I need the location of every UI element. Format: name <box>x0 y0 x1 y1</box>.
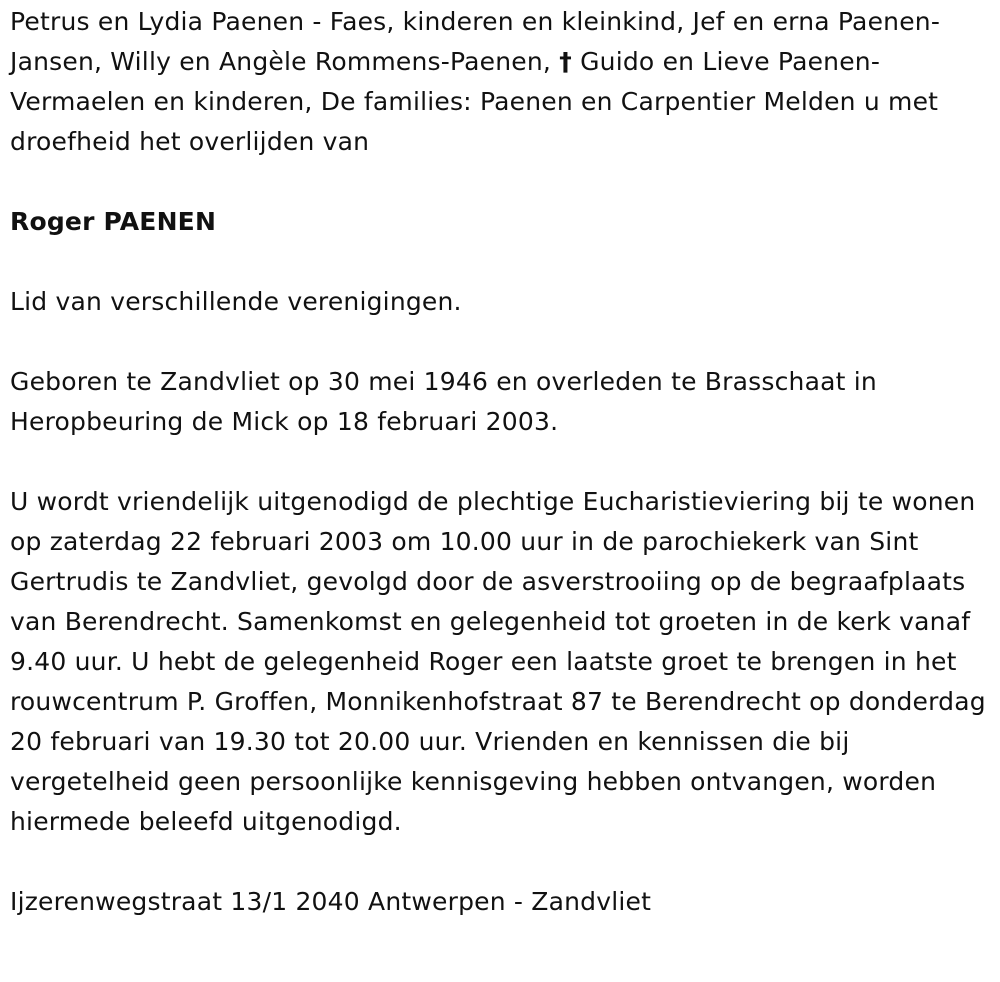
family-announcement <box>10 2 990 162</box>
spacer <box>10 442 990 482</box>
spacer <box>10 842 990 882</box>
family-text-part2: Guido en Lieve Paenen-Vermaelen en kinderen, De families: Paenen en Carpentier Melden u met droefheid het overlijden van <box>10 47 939 156</box>
address-text: Ijzerenwegstraat 13/1 2040 Antwerpen - Zandvliet <box>10 887 652 916</box>
spacer <box>10 322 990 362</box>
birth-death-text: Geboren te Zandvliet op 30 mei 1946 en overleden te Brasschaat in Heropbeuring de Mick op 18 februari 2003. <box>10 367 877 436</box>
deceased-name: Roger PAENEN <box>10 207 217 236</box>
family-text-part1: Petrus en Lydia Paenen - Faes, kinderen en kleinkind, Jef en erna Paenen-Jansen, Willy en Angèle Rommens-Paenen, <box>10 7 941 76</box>
spacer <box>10 242 990 282</box>
membership-text: Lid van verschillende verenigingen. <box>10 287 462 316</box>
cross-icon: † <box>559 47 572 76</box>
spacer <box>10 162 990 202</box>
obituary-notice <box>10 2 990 922</box>
ceremony-text: U wordt vriendelijk uitgenodigd de plechtige Eucharistieviering bij te wonen op zaterdag 22 februari 2003 om 10.00 uur in de parochiekerk van Sint Gertrudis te Zandvliet, gevolgd door de asverstrooiing op de begraafplaats van Berendrecht. Samenkomst en gelegenheid tot groeten in de kerk vanaf 9.40 uur. U hebt de gelegenheid Roger een laatste groet te brengen in het rouwcentrum P. Groffen, Monnikenhofstraat 87 te Berendrecht op donderdag 20 februari van 19.30 tot 20.00 uur. Vrienden en kennissen die bij vergetelheid geen persoonlijke kennisgeving hebben ontvangen, worden hiermede beleefd uitgenodigd. <box>10 487 986 836</box>
